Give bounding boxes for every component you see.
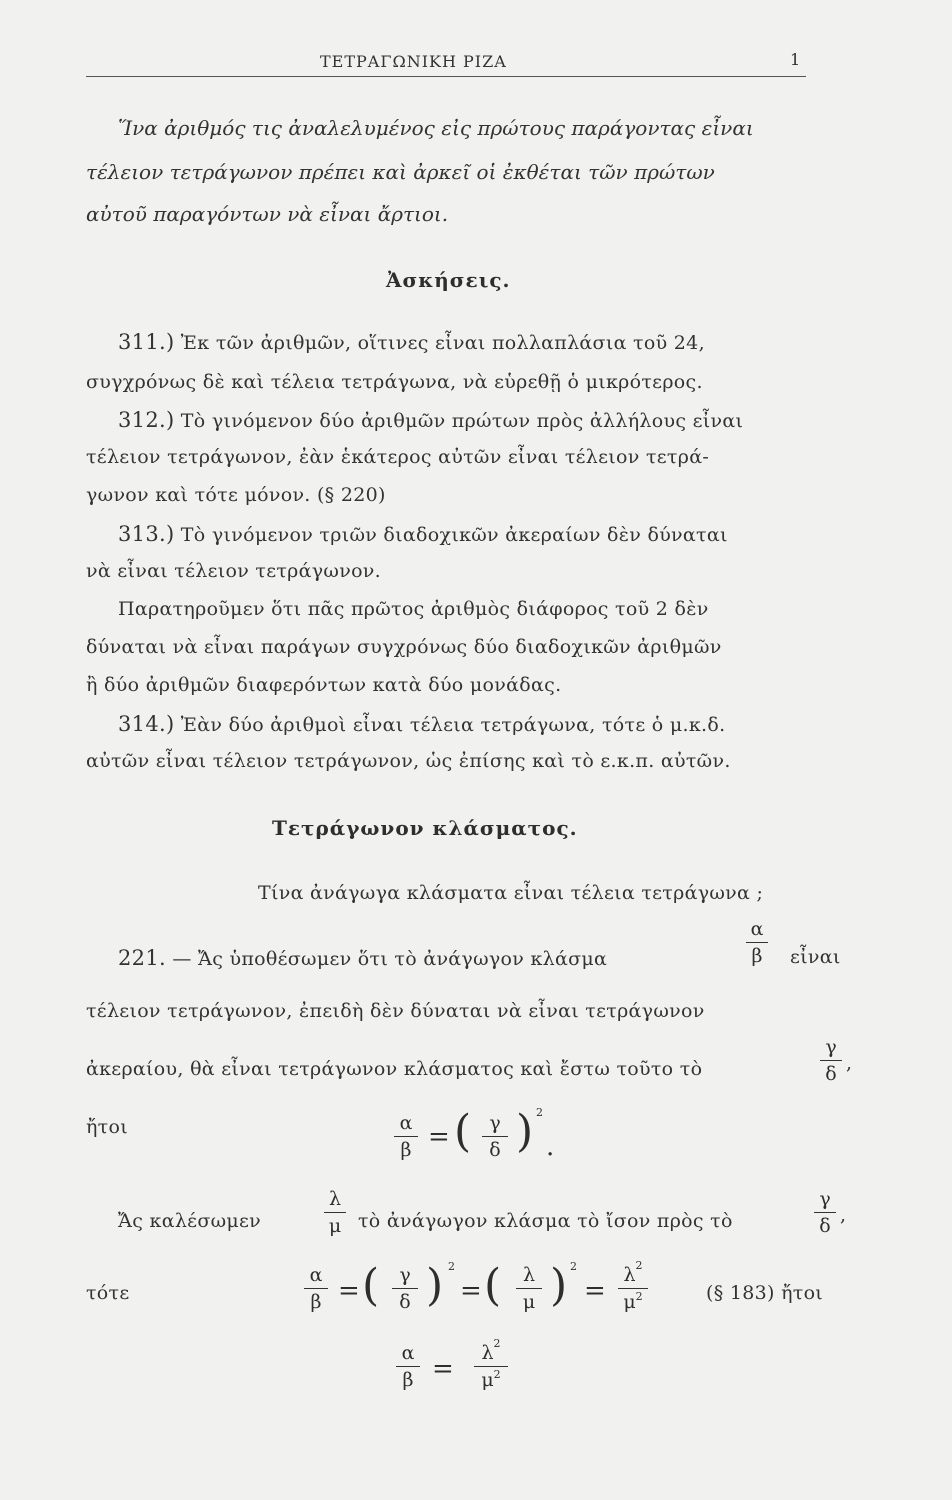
denominator [481,1369,500,1391]
exponent: 2 [635,1259,643,1272]
fraction-alpha-beta [304,1264,328,1313]
paragraph-text: Ἄς ὑποθέσωμεν ὅτι τὸ ἀνάγωγον κλάσμα [197,948,608,970]
header-rule [86,76,806,77]
paragraph-221-line-2: τέλειον τετράγωνον, ἐπειδὴ δὲν δύναται νὰ εἶναι τετράγωνον [86,1000,705,1022]
denominator [623,1291,642,1313]
exercise-312-line-1 [118,408,743,432]
remark-line-1: Παρατηροῦμεν ὅτι πᾶς πρῶτος ἀριθμὸς διάφορος τοῦ 2 δὲν [118,598,709,620]
exercise-number: 312.) [118,408,175,432]
fraction-alpha-beta [746,918,768,967]
denominator: β [310,1291,322,1313]
comma: , [846,1052,853,1074]
fraction-gamma-delta [814,1188,836,1237]
exercise-text: Τὸ γινόμενον τριῶν διαδοχικῶν ἀκεραίων δὲν δύναται [180,524,728,546]
numerator: α [399,1112,413,1134]
left-paren: ( [454,1106,472,1157]
exercise-number: 311.) [118,330,175,354]
fraction-bar [618,1288,648,1289]
exercise-text: Ἐκ τῶν ἀριθμῶν, οἵτινες εἶναι πολλαπλάσια τοῦ 24, [180,332,705,354]
exponent: 2 [493,1337,501,1350]
paragraph-221-line-3: ἀκεραίου, θὰ εἶναι τετράγωνον κλάσματος καὶ ἔστω τοῦτο τὸ [86,1058,703,1080]
fraction-bar [396,1366,420,1367]
numerator: α [309,1264,323,1286]
fraction-bar [474,1366,508,1367]
equals-sign: = [584,1276,606,1306]
exponent: 2 [536,1106,543,1119]
left-paren: ( [484,1260,502,1311]
denominator: μ [522,1291,536,1313]
fraction-lambda-mu [324,1188,346,1237]
exponent: 2 [448,1260,455,1273]
fraction-bar [820,1060,842,1061]
fraction-gamma-delta [482,1112,508,1161]
equals-sign: = [432,1354,454,1384]
exercises-heading: Ἀσκήσεις. [386,268,511,292]
exercise-312-line-2: τέλειον τετράγωνον, ἐὰν ἑκάτερος αὐτῶν εἶναι τέλειον τετρά- [86,446,710,468]
numerator [481,1337,501,1364]
exercise-313-line-2: νὰ εἶναι τέλειον τετράγωνον. [86,560,381,582]
comma: , [840,1204,847,1226]
numerator: α [401,1342,415,1364]
fraction-alpha-beta [394,1112,418,1161]
exercise-text: Τὸ γινόμενον δύο ἀριθμῶν πρώτων πρὸς ἀλλήλους εἶναι [180,410,744,432]
intro-line-2: τέλειον τετράγωνον πρέπει καὶ ἀρκεῖ οἱ ἐκθέται τῶν πρώτων [86,160,715,184]
exponent: 2 [635,1290,643,1303]
intro-line-3: αὐτοῦ παραγόντων νὰ εἶναι ἄρτιοι. [86,202,449,226]
paragraph-221-line-1-end: εἶναι [790,946,841,968]
equals-sign: = [428,1122,450,1152]
equals-sign: = [460,1276,482,1306]
paragraph-221-line-4b: τὸ ἀνάγωγον κλάσμα τὸ ἴσον πρὸς τὸ [358,1210,733,1232]
right-paren: ) [516,1106,534,1157]
fraction-gamma-delta [392,1264,418,1313]
paragraph-number: 221. [118,946,166,970]
exercise-312-line-3: γωνον καὶ τότε μόνον. (§ 220) [86,484,386,506]
denominator: δ [489,1139,501,1161]
paragraph-221-line-4a: Ἄς καλέσωμεν [118,1210,262,1232]
hitoi-word: ἤτοι [86,1116,128,1138]
lambda-symbol: λ [481,1342,494,1364]
section-heading: Τετράγωνον κλάσματος. [272,816,578,840]
numerator: α [750,918,764,940]
tote-word: τότε [86,1282,130,1304]
fraction-lambda2-mu2 [618,1259,648,1313]
paragraph-221-line-1 [118,946,607,970]
running-header: ΤΕΤΡΑΓΩΝΙΚΗ ΡΙΖΑ [320,52,507,71]
page-number: 1 [790,50,801,69]
exponent: 2 [570,1260,577,1273]
fraction-alpha-beta [396,1342,420,1391]
denominator: μ [328,1215,342,1237]
mu-symbol: μ [623,1291,636,1313]
question-line: Τίνα ἀνάγωγα κλάσματα εἶναι τέλεια τετράγωνα ; [258,882,764,904]
fraction-bar [746,942,768,943]
left-paren: ( [362,1260,380,1311]
fraction-bar [482,1136,508,1137]
exercise-311-line-1 [118,330,705,354]
lambda-symbol: λ [623,1264,636,1286]
em-dash: — [172,948,192,970]
numerator: γ [399,1264,411,1286]
section-reference: (§ 183) ἤτοι [706,1282,824,1304]
exercise-314-line-1 [118,712,725,736]
exercise-311-line-2: συγχρόνως δὲ καὶ τέλεια τετράγωνα, νὰ εὑρεθῇ ὁ μικρότερος. [86,371,703,393]
numerator [623,1259,643,1286]
fraction-bar [516,1288,542,1289]
numerator: γ [825,1036,837,1058]
remark-line-3: ἢ δύο ἀριθμῶν διαφερόντων κατὰ δύο μονάδας. [86,674,562,696]
fraction-bar [324,1212,346,1213]
denominator: δ [819,1215,831,1237]
fraction-gamma-delta [820,1036,842,1085]
exercise-number: 314.) [118,712,175,736]
fraction-lambda2-mu2 [474,1337,508,1391]
fraction-bar [304,1288,328,1289]
numerator: λ [522,1264,536,1286]
remark-line-2: δύναται νὰ εἶναι παράγων συγχρόνως δύο διαδοχικῶν ἀριθμῶν [86,636,722,658]
fraction-bar [392,1288,418,1289]
exercise-314-line-2: αὐτῶν εἶναι τέλειον τετράγωνον, ὡς ἐπίσης καὶ τὸ ε.κ.π. αὐτῶν. [86,750,731,772]
intro-line-1: Ἵνα ἀριθμός τις ἀναλελυμένος εἰς πρώτους παράγοντας εἶναι [118,116,754,140]
period: . [546,1132,555,1162]
right-paren: ) [426,1260,444,1311]
right-paren: ) [550,1260,568,1311]
denominator: δ [399,1291,411,1313]
fraction-bar [394,1136,418,1137]
denominator: δ [825,1063,837,1085]
exercise-number: 313.) [118,522,175,546]
fraction-bar [814,1212,836,1213]
exercise-313-line-1 [118,522,728,546]
denominator: β [400,1139,412,1161]
fraction-lambda-mu [516,1264,542,1313]
numerator: γ [489,1112,501,1134]
exercise-text: Ἐὰν δύο ἀριθμοὶ εἶναι τέλεια τετράγωνα, τότε ὁ μ.κ.δ. [180,714,726,736]
denominator: β [751,945,763,967]
exponent: 2 [493,1368,501,1381]
equals-sign: = [338,1276,360,1306]
denominator: β [402,1369,414,1391]
numerator: λ [328,1188,342,1210]
numerator: γ [819,1188,831,1210]
mu-symbol: μ [481,1369,494,1391]
